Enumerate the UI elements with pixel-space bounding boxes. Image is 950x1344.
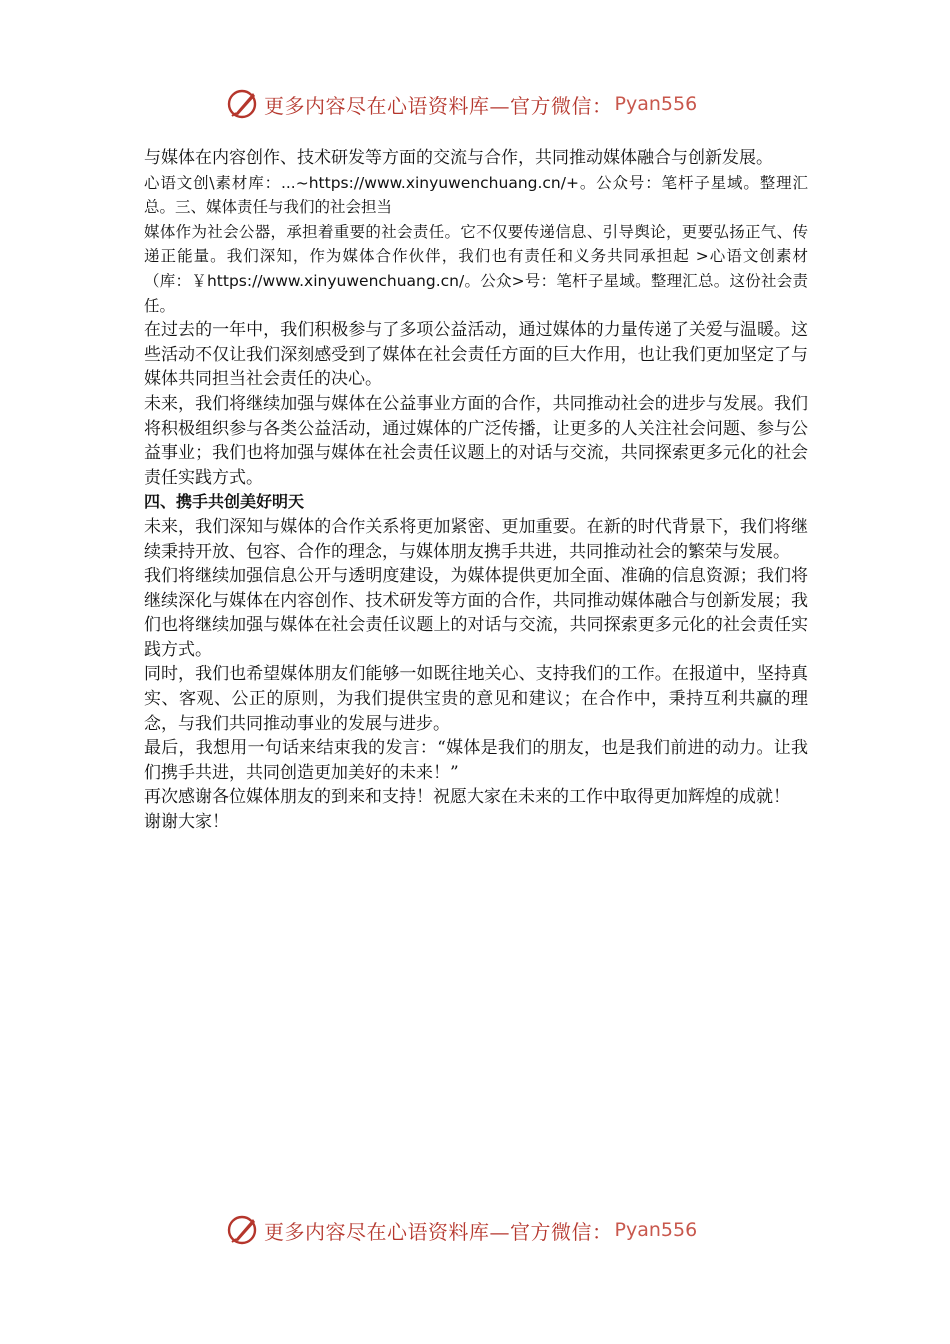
header-banner (226, 84, 726, 124)
banner-slogan: 更多内容尽在心语资料库—官方微信： (264, 1219, 613, 1244)
paragraph: 未来，我们将继续加强与媒体在公益事业方面的合作，共同推动社会的进步与发展。我们将积极组织参与各类公益活动，通过媒体的广泛传播，让更多的人关注社会问题、参与公益事业；我们也将加强与媒体在社会责任议题上的对话与交流，共同探索更多元化的社会责任实践方式。 (144, 393, 808, 488)
paragraph: 心语文创\素材库：...~https://www.xinyuwenchuang.cn/+。公众号：笔杆子星域。整理汇总。三、媒体责任与我们的社会担当 (144, 173, 808, 217)
paragraph: 最后，我想用一句话来结束我的发言：“媒体是我们的朋友，也是我们前进的动力。让我们携手共进，共同创造更加美好的未来！” (144, 738, 808, 783)
paragraph: 媒体作为社会公器，承担着重要的社会责任。它不仅要传递信息、引导舆论，更要弘扬正气、传递正能量。我们深知，作为媒体合作伙伴，我们也有责任和义务共同承担起 >心语文创素材（库：￥https://www.xinyuwenchuang.cn/。公众>号：笔杆子星域。整理汇总。这份社会责任。 (144, 222, 808, 315)
section-heading: 四、携手共创美好明天 (144, 492, 305, 512)
paragraph: 未来，我们深知与媒体的合作关系将更加紧密、更加重要。在新的时代背景下，我们将继续秉持开放、包容、合作的理念，与媒体朋友携手共进，共同推动社会的繁荣与发展。 (144, 516, 808, 562)
quill-logo-icon (226, 87, 260, 121)
paragraph: 再次感谢各位媒体朋友的到来和支持！祝愿大家在未来的工作中取得更加辉煌的成就！ (144, 787, 790, 808)
paragraph: 同时，我们也希望媒体朋友们能够一如既往地关心、支持我们的工作。在报道中，坚持真实、客观、公正的原则，为我们提供宝贵的意见和建议；在合作中，秉持互利共赢的理念，与我们共同推动事业的发展与进步。 (144, 664, 808, 734)
paragraph: 与媒体在内容创作、技术研发等方面的交流与合作，共同推动媒体融合与创新发展。 (144, 148, 773, 168)
banner-wechat-id: Pyan556 (614, 1219, 698, 1241)
paragraph: 我们将继续加强信息公开与透明度建设，为媒体提供更加全面、准确的信息资源；我们将继续深化与媒体在内容创作、技术研发等方面的合作，共同推动媒体融合与创新发展；我们也将继续加强与媒体在社会责任议题上的对话与交流，共同探索更多元化的社会责任实践方式。 (144, 566, 808, 660)
quill-logo-icon (226, 1213, 260, 1247)
document-body (144, 146, 808, 835)
paragraph: 谢谢大家！ (144, 812, 229, 833)
paragraph: 在过去的一年中，我们积极参与了多项公益活动，通过媒体的力量传递了关爱与温暖。这些活动不仅让我们深刻感受到了媒体在社会责任方面的巨大作用，也让我们更加坚定了与媒体共同担当社会责任的决心。 (144, 320, 808, 390)
footer-banner (226, 1210, 726, 1250)
banner-wechat-id: Pyan556 (614, 93, 698, 115)
banner-slogan: 更多内容尽在心语资料库—官方微信： (264, 93, 613, 118)
